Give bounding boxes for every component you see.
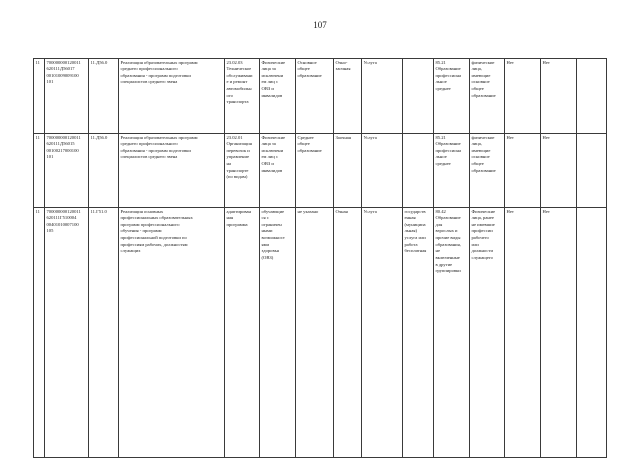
cell-line: ем лиц с xyxy=(261,79,278,85)
cell-line: Организация xyxy=(226,141,252,147)
cell-line: Реализация образовательных программ xyxy=(120,134,198,140)
cell-line: взрослых и xyxy=(435,228,458,234)
cell-line: образование xyxy=(297,147,322,153)
cell-line: образования - программ подготовки xyxy=(120,147,191,153)
consumers-cell xyxy=(470,59,505,134)
cell-line: Реализация образовательных программ xyxy=(120,59,198,65)
registry-code-cell xyxy=(45,134,89,208)
cell-line: не имевшие xyxy=(471,221,495,227)
study-form-cell xyxy=(334,134,362,208)
cell-line: прочие виды xyxy=(435,235,461,241)
cell-line: общее xyxy=(297,66,310,72)
table-row xyxy=(34,134,607,208)
okved-code-cell: 11.Д56.0 xyxy=(89,134,119,208)
cell-line: транспорта xyxy=(226,99,249,105)
specialty-cell xyxy=(225,134,260,208)
cell-line: автомобильн xyxy=(226,86,252,92)
consumer-category-cell xyxy=(260,208,296,458)
cell-line: обучающие xyxy=(261,208,285,214)
cell-line: бесплатная xyxy=(404,248,427,254)
cell-line: государств xyxy=(404,208,426,214)
consumers-cell xyxy=(470,208,505,458)
cell-line: профессиона xyxy=(435,72,462,78)
cell-line: Очно- xyxy=(335,59,348,65)
okpd-code-cell xyxy=(434,59,470,134)
okved-code-cell: 11.Г51.0 xyxy=(89,208,119,458)
cell-line: лица за xyxy=(261,141,276,147)
cell-line: ными xyxy=(261,228,273,234)
cell-line: льное xyxy=(435,79,447,85)
cell-line: ограничен xyxy=(261,221,282,227)
cell-line: общее xyxy=(471,86,484,92)
cell-line: среднего профессионального xyxy=(120,141,178,147)
cell-line: работа xyxy=(404,241,418,247)
cell-line: 620111Д56017 xyxy=(46,66,75,72)
study-form-cell xyxy=(334,59,362,134)
cell-line: 23.02.03 xyxy=(226,59,243,65)
okpd-code-cell xyxy=(434,134,470,208)
cell-line: 700000000120011 xyxy=(46,134,81,140)
services-register-table xyxy=(33,58,607,458)
okpd-code-cell xyxy=(434,208,470,458)
service-name-cell xyxy=(119,208,225,458)
cell-line: рабочего xyxy=(471,235,489,241)
consumers-cell xyxy=(470,134,505,208)
education-level-cell xyxy=(296,208,334,458)
cell-line: 00101009009100 xyxy=(46,72,79,78)
cell-line: 85.21 xyxy=(435,134,446,140)
cell-line: 105 xyxy=(46,228,54,234)
cell-line: транспорте xyxy=(226,167,249,173)
cell-line: заочная xyxy=(335,66,351,72)
cell-line: инвалидов xyxy=(261,92,283,98)
cell-line: образование xyxy=(471,92,496,98)
cell-line: Заочная xyxy=(335,134,351,140)
row-number-cell: 11 xyxy=(34,208,45,458)
cell-line: обслуживани xyxy=(226,72,253,78)
cell-line: 700000000120011 xyxy=(46,208,81,214)
extra-cell xyxy=(577,134,607,208)
cell-line: обучения - программ xyxy=(120,228,162,234)
cell-line: среднее xyxy=(435,86,451,92)
cell-line: не xyxy=(435,248,440,254)
cell-line: 700000000120011 xyxy=(46,59,81,65)
registry-code-cell xyxy=(45,208,89,458)
cell-line: 00401010007100 xyxy=(46,221,79,227)
paid-flag-cell: Нет xyxy=(505,59,541,134)
table-row xyxy=(34,208,607,458)
cell-line: Физические xyxy=(471,208,496,214)
consumer-category-cell xyxy=(260,59,296,134)
cell-line: профессии xyxy=(471,228,493,234)
cell-line: или xyxy=(471,241,479,247)
cell-line: специалистов среднего звена xyxy=(120,154,178,160)
cell-line: имеющие xyxy=(471,147,491,153)
service-kind-cell xyxy=(403,59,434,134)
cell-line: среднего профессионального xyxy=(120,66,178,72)
cell-line: лица, ранее xyxy=(471,215,494,221)
study-form-cell xyxy=(334,208,362,458)
specialty-cell xyxy=(225,208,260,458)
cell-line: лица за xyxy=(261,66,276,72)
fee-flag-cell: Нет xyxy=(541,208,577,458)
cell-line: общее xyxy=(297,141,310,147)
cell-line: Образование xyxy=(435,66,461,72)
row-number-cell: 11 xyxy=(34,134,45,208)
cell-line: образование xyxy=(471,167,496,173)
cell-line: образование xyxy=(297,72,322,78)
cell-line: инвалидов xyxy=(261,167,283,173)
cell-line: льное xyxy=(435,154,447,160)
consumer-category-cell xyxy=(260,134,296,208)
extra-cell xyxy=(577,208,607,458)
cell-line: (по видам) xyxy=(226,174,248,180)
cell-line: 23.02.01 xyxy=(226,134,243,140)
cell-line: 00100217000100 xyxy=(46,147,79,153)
cell-line: Основное xyxy=(297,59,317,65)
paid-flag-cell: Нет xyxy=(505,208,541,458)
cell-line: в другие xyxy=(435,261,453,267)
cell-line: льная) xyxy=(404,228,418,234)
cell-line: возможност xyxy=(261,235,285,241)
cell-line: профессиона xyxy=(435,147,462,153)
registry-code-cell xyxy=(45,59,89,134)
cell-line: 101 xyxy=(46,154,54,160)
cell-line: служащих xyxy=(120,248,141,254)
cell-line: адаптирован xyxy=(226,208,251,214)
table-row xyxy=(34,59,607,134)
cell-line: группировки xyxy=(435,268,461,274)
paid-flag-cell: Нет xyxy=(505,134,541,208)
cell-line: для xyxy=(435,221,443,227)
cell-line: ная xyxy=(226,215,234,221)
service-kind-cell xyxy=(403,134,434,208)
cell-line: Образование xyxy=(435,215,461,221)
cell-line: 85.21 xyxy=(435,59,446,65)
cell-line: 80.42 xyxy=(435,208,446,214)
cell-line: ого xyxy=(226,92,233,98)
cell-line: служащего xyxy=(471,255,493,261)
okved-code-cell: 11.Д56.0 xyxy=(89,59,119,134)
cell-line: профессиональных образовательных xyxy=(120,215,193,221)
cell-line: основное xyxy=(471,79,490,85)
cell-line: образования, xyxy=(435,241,461,247)
education-level-cell xyxy=(296,59,334,134)
cell-line: на xyxy=(226,161,231,167)
cell-line: Реализация основных xyxy=(120,208,164,214)
cell-line: специалистов среднего звена xyxy=(120,79,178,85)
cell-line: Образование xyxy=(435,141,461,147)
cell-line: 620111Д56015 xyxy=(46,141,75,147)
cell-line: Техническое xyxy=(226,66,252,72)
cell-line: образования - программ подготовки xyxy=(120,72,191,78)
cell-line: среднее xyxy=(435,161,451,167)
cell-line: общее xyxy=(471,161,484,167)
cell-line: профессиональной подготовки по xyxy=(120,235,187,241)
service-kind-cell xyxy=(403,208,434,458)
cell-line: (муниципа xyxy=(404,221,426,227)
cell-line: имеющие xyxy=(471,72,491,78)
cell-line: ся с xyxy=(261,215,269,221)
service-type-cell: Услуга xyxy=(362,134,403,208)
cell-line: включенные xyxy=(435,255,460,261)
cell-line: программа xyxy=(226,221,248,227)
cell-line: Среднее xyxy=(297,134,314,140)
extra-cell xyxy=(577,59,607,134)
cell-line: е и ремонт xyxy=(226,79,248,85)
cell-line: управление xyxy=(226,154,249,160)
specialty-cell xyxy=(225,59,260,134)
cell-line: не указано xyxy=(297,208,319,214)
cell-line: Физические xyxy=(261,134,286,140)
service-name-cell xyxy=(119,134,225,208)
cell-line: лица, xyxy=(471,66,482,72)
cell-line: исключени xyxy=(261,72,284,78)
fee-flag-cell: Нет xyxy=(541,59,577,134)
service-type-cell: Услуга xyxy=(362,59,403,134)
row-number-cell: 11 xyxy=(34,59,45,134)
cell-line: Очная xyxy=(335,208,348,214)
cell-line: Физические xyxy=(261,59,286,65)
cell-line: программ профессионального xyxy=(120,221,180,227)
cell-line: основное xyxy=(471,154,490,160)
cell-line: 101 xyxy=(46,79,54,85)
cell-line: физические xyxy=(471,134,495,140)
education-level-cell xyxy=(296,134,334,208)
cell-line: (ОВЗ) xyxy=(261,255,274,261)
cell-line: физические xyxy=(471,59,495,65)
cell-line: ОВЗ и xyxy=(261,86,274,92)
cell-line: услуга или xyxy=(404,235,426,241)
page-number: 107 xyxy=(313,20,327,30)
cell-line: перевозок и xyxy=(226,147,250,153)
cell-line: исключени xyxy=(261,147,284,153)
cell-line: профессиям рабочих, должностям xyxy=(120,241,188,247)
cell-line: ями xyxy=(261,241,269,247)
cell-line: ем лиц с xyxy=(261,154,278,160)
cell-line: здоровья xyxy=(261,248,279,254)
cell-line: лица, xyxy=(471,141,482,147)
service-name-cell xyxy=(119,59,225,134)
cell-line: должности xyxy=(471,248,493,254)
service-type-cell: Услуга xyxy=(362,208,403,458)
cell-line: 620111Г510004 xyxy=(46,215,77,221)
cell-line: ОВЗ и xyxy=(261,161,274,167)
fee-flag-cell: Нет xyxy=(541,134,577,208)
cell-line: енная xyxy=(404,215,416,221)
